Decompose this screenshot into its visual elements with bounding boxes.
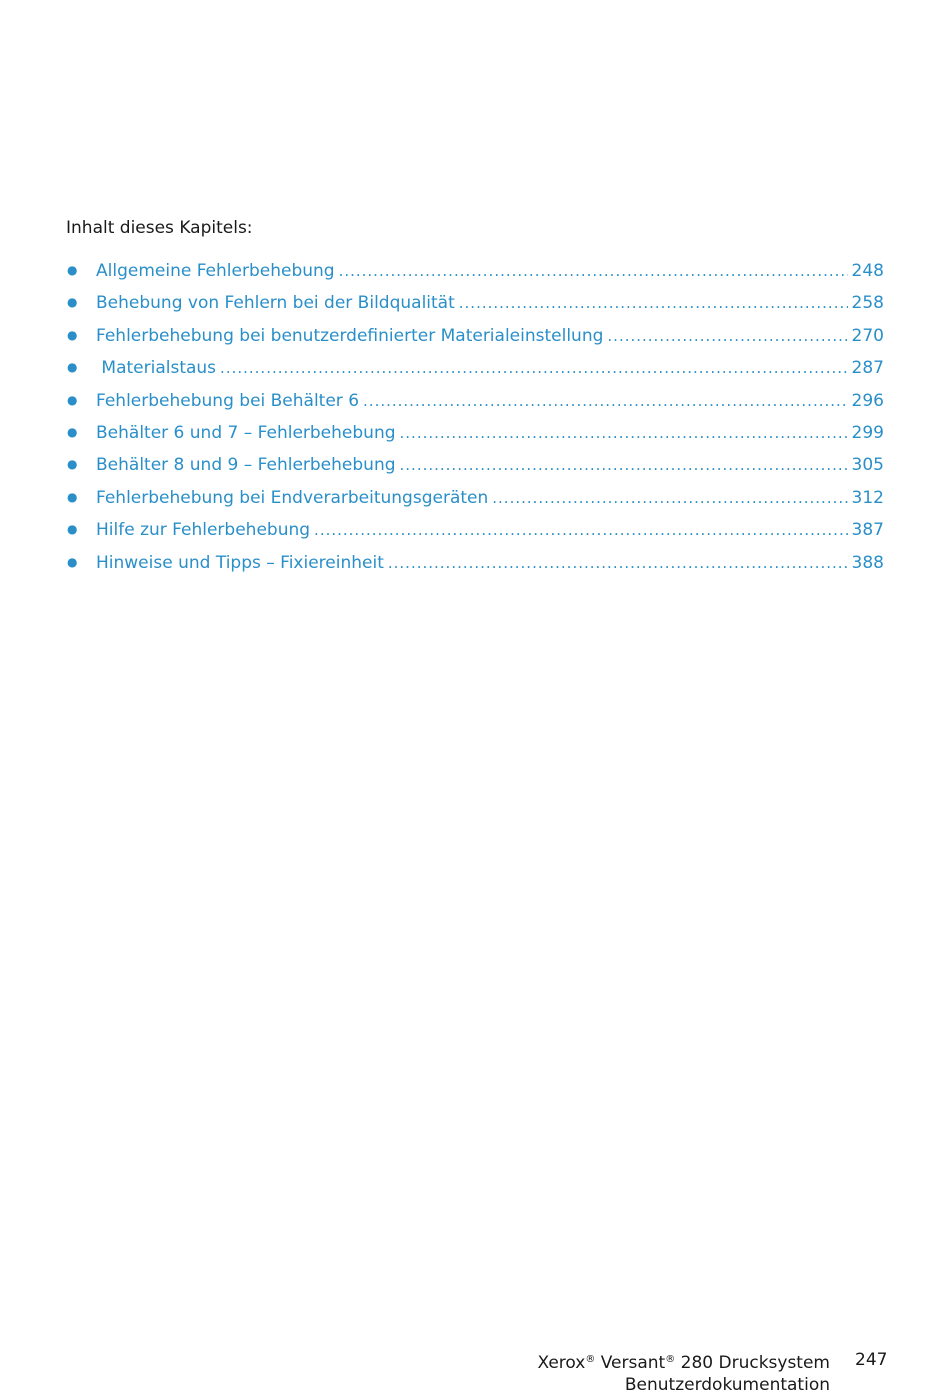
bullet-icon: ● [67, 522, 78, 537]
dot-leader [339, 262, 848, 280]
toc-entry[interactable] [66, 391, 884, 423]
dot-leader [492, 489, 847, 507]
bullet-icon: ● [67, 489, 78, 504]
toc-entry[interactable] [66, 520, 884, 552]
toc-entry-title[interactable]: Materialstaus [96, 358, 217, 379]
registered-mark: ® [665, 1354, 676, 1365]
bullet-icon: ● [67, 327, 78, 342]
footer-doc-type: Benutzerdokumentation [624, 1375, 830, 1395]
bullet-icon: ● [67, 263, 78, 277]
toc-entry-page[interactable]: 299 [851, 422, 884, 443]
dot-leader [388, 554, 848, 572]
dot-leader [220, 359, 848, 377]
toc-entry-title[interactable]: Fehlerbehebung bei benutzerdefinierter Materialeinstellung [96, 325, 604, 346]
toc-entry-page[interactable]: 248 [851, 261, 884, 281]
bullet-icon: ● [67, 554, 78, 569]
toc-entry-title[interactable]: Fehlerbehebung bei Endverarbeitungsgeräten [96, 487, 489, 508]
toc-entry-page[interactable]: 296 [851, 390, 884, 411]
toc-entry-title[interactable]: Hinweise und Tipps – Fixiereinheit [96, 552, 384, 573]
toc-entry[interactable] [66, 293, 884, 325]
toc-entry-title[interactable]: Behebung von Fehlern bei der Bildqualität [96, 293, 455, 314]
footer-product-line [537, 1349, 830, 1374]
toc-entry-title[interactable]: Fehlerbehebung bei Behälter 6 [96, 390, 360, 411]
toc-entry-title[interactable]: Allgemeine Fehlerbehebung [96, 261, 335, 281]
footer-product: Versant [600, 1353, 666, 1373]
toc-entry-page[interactable]: 287 [851, 358, 884, 379]
dot-leader [607, 327, 847, 345]
toc-entry[interactable] [66, 261, 884, 293]
footer-model: 280 Drucksystem [680, 1353, 830, 1373]
toc-entry-page[interactable]: 312 [851, 487, 884, 508]
toc-entry-title[interactable]: Hilfe zur Fehlerbehebung [96, 520, 311, 541]
chapter-contents-heading: Inhalt dieses Kapitels: [66, 218, 253, 238]
toc-entry-page[interactable]: 270 [851, 325, 884, 346]
bullet-icon: ● [67, 360, 78, 375]
dot-leader [459, 294, 848, 312]
toc-entry[interactable] [66, 326, 884, 358]
bullet-icon: ● [67, 392, 78, 407]
footer-document-title [537, 1349, 830, 1396]
toc-entry-page[interactable]: 387 [851, 520, 884, 541]
toc-entry-page[interactable]: 388 [851, 552, 884, 573]
dot-leader [363, 392, 848, 410]
toc-entry[interactable] [66, 358, 884, 390]
page-number: 247 [855, 1350, 888, 1370]
bullet-icon: ● [67, 457, 78, 472]
toc-entry[interactable] [66, 488, 884, 520]
toc-entry-page[interactable]: 305 [851, 455, 884, 476]
table-of-contents [66, 261, 884, 585]
toc-entry[interactable] [66, 553, 884, 585]
dot-leader [400, 424, 848, 442]
dot-leader [314, 521, 848, 539]
footer-brand: Xerox [537, 1353, 586, 1373]
registered-mark: ® [585, 1354, 596, 1365]
toc-entry[interactable] [66, 423, 884, 455]
toc-entry-title[interactable]: Behälter 6 und 7 – Fehlerbehebung [96, 422, 396, 443]
toc-entry-title[interactable]: Behälter 8 und 9 – Fehlerbehebung [96, 455, 396, 476]
bullet-icon: ● [67, 424, 78, 439]
dot-leader [400, 456, 848, 474]
toc-entry-page[interactable]: 258 [851, 293, 884, 314]
bullet-icon: ● [67, 295, 78, 310]
toc-entry[interactable] [66, 455, 884, 487]
